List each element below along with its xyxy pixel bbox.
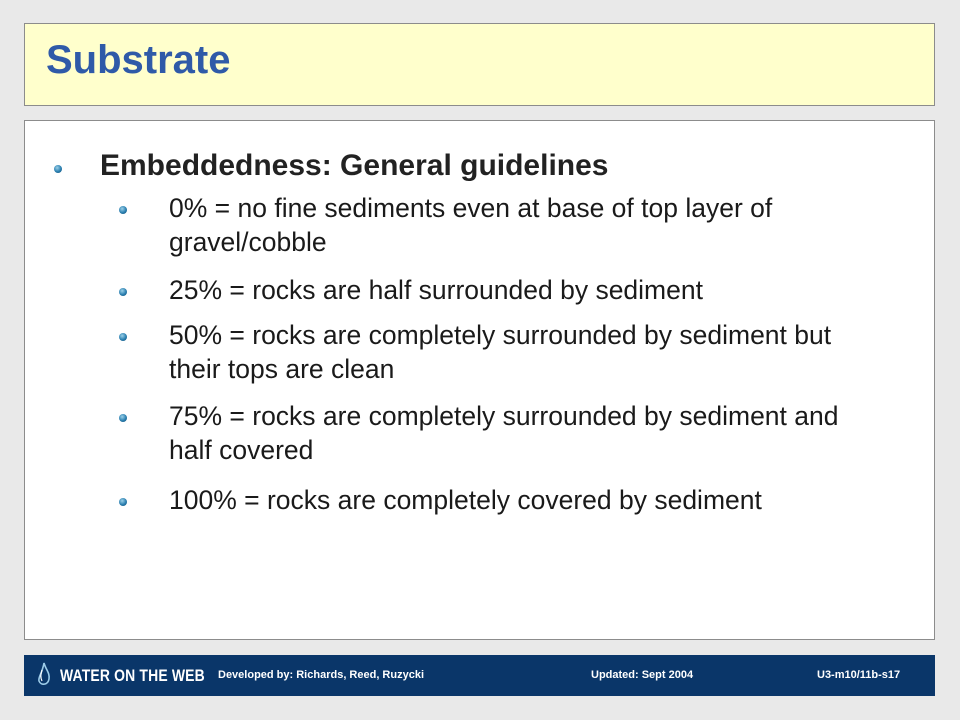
- list-item-text: 75% = rocks are completely surrounded by sediment and half covered: [169, 401, 839, 465]
- developed-by-text: Developed by: Richards, Reed, Ruzycki: [218, 669, 425, 681]
- bullet-dot-icon: [119, 333, 127, 341]
- bullet-dot-icon: [54, 165, 62, 173]
- bullet-dot-icon: [119, 206, 127, 214]
- slide-id-text: U3-m10/11b-s17: [817, 669, 901, 681]
- list-item-text: 100% = rocks are completely covered by sediment: [169, 485, 762, 515]
- footer-bar: [24, 655, 935, 696]
- slide-title: Substrate: [46, 38, 231, 82]
- list-item-text: 25% = rocks are half surrounded by sediment: [169, 275, 703, 305]
- bullet-dot-icon: [119, 414, 127, 422]
- list-item-text: 0% = no fine sediments even at base of top layer of gravel/cobble: [169, 193, 773, 257]
- list-item-text: 50% = rocks are completely surrounded by sediment but their tops are clean: [169, 320, 832, 384]
- content-panel: [24, 120, 935, 640]
- bullet-dot-icon: [119, 288, 127, 296]
- heading-text: Embeddedness: General guidelines: [100, 149, 609, 182]
- bullet-dot-icon: [119, 498, 127, 506]
- title-banner: [24, 23, 935, 106]
- water-drop-logo-icon: [36, 662, 52, 688]
- updated-text: Updated: Sept 2004: [591, 669, 694, 681]
- logo-text: WATER ON THE WEB: [60, 666, 205, 685]
